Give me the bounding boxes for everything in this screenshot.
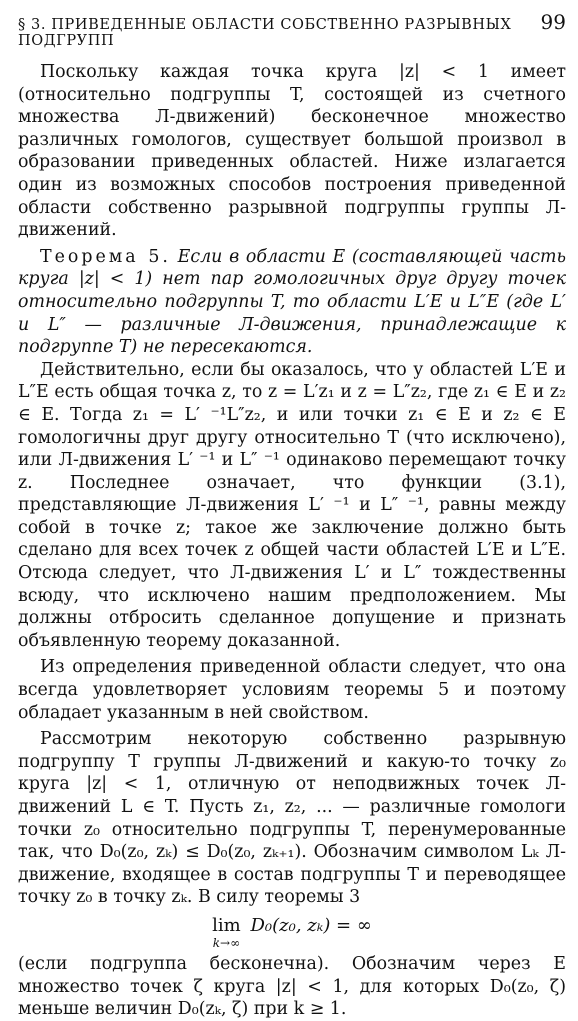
limit-formula — [18, 915, 566, 949]
theorem-label: Теорема 5. — [40, 246, 171, 267]
paragraph-3: Из определения приведенной области следует, что она всегда удовлетворяет условиям теоремы 5 и поэтому обладает указанным в ней свойством. — [18, 657, 566, 723]
limit-expression: D₀(z₀, zₖ) = ∞ — [250, 914, 372, 936]
theorem-statement: Если в области E (составляющей часть круга |z| < 1) нет пар гомологичных друг другу точек относительно подгруппы T, то области L′E и L″E (где L′ и L″ — различные Л-движения, принадлежащие к подгруппе T) не пересекаются. — [18, 246, 566, 358]
paragraph-1: Поскольку каждая точка круга |z| < 1 имеет (относительно подгруппы T, состоящей из счетного множества Л-движений) бесконечное множество различных гомологов, существует большой произвол в образовании приведенных областей. Ниже излагается один из возможных способов построения приведенной области собственно разрывной подгруппы группы Л-движений. — [18, 62, 566, 241]
running-title: § 3. ПРИВЕДЕННЫЕ ОБЛАСТИ СОБСТВЕННО РАЗРЫВНЫХ ПОДГРУПП — [18, 17, 512, 49]
running-header — [18, 10, 566, 49]
paragraph-5: (если подгруппа бесконечна). Обозначим через E множество точек ζ круга |z| < 1, для которых D₀(z₀, ζ) меньше величин D₀(zₖ, ζ) при k ≥ 1. — [18, 953, 566, 1020]
page-number: 99 — [540, 10, 566, 34]
paragraph-4: Рассмотрим некоторую собственно разрывную подгруппу T группы Л-движений и какую-то точку z₀ круга |z| < 1, отличную от неподвижных точек Л-движений L ∈ T. Пусть z₁, z₂, ... — различные гомологи точки z₀ относительно подгруппы T, перенумерованные так, что D₀(z₀, zₖ) ≤ D₀(z₀, zₖ₊₁). Обозначим символом Lₖ Л-движение, входящее в состав подгруппы T и переводящее точку z₀ в точку zₖ. В силу теоремы 3 — [18, 729, 566, 908]
theorem-5 — [18, 246, 566, 359]
page-body — [18, 61, 566, 1021]
limit-subscript: k→∞ — [212, 935, 241, 950]
limit-word: lim — [212, 914, 241, 936]
limit-operator — [212, 915, 241, 949]
proof-paragraph: Действительно, если бы оказалось, что у областей L′E и L″E есть общая точка z, то z = L′z₁ и z = L″z₂, где z₁ ∈ E и z₂ ∈ E. Тогда z₁ = L′ ⁻¹L″z₂, и или точки z₁ ∈ E и z₂ ∈ E гомологичны друг другу относительно T (что исключено), или Л-движения L′ ⁻¹ и L″ ⁻¹ одинаково перемещают точку z. Последнее означает, что функции (3.1), представляющие Л-движения L′ ⁻¹ и L″ ⁻¹, равны между собой в точке z; такое же заключение должно быть сделано для всех точек z общей части областей L′E и L″E. Отсюда следует, что Л-движения L′ и L″ тождественны всюду, что исключено нашим предположением. Мы должны отбросить сделанное допущение и признать объявленную теорему доказанной. — [18, 359, 566, 651]
